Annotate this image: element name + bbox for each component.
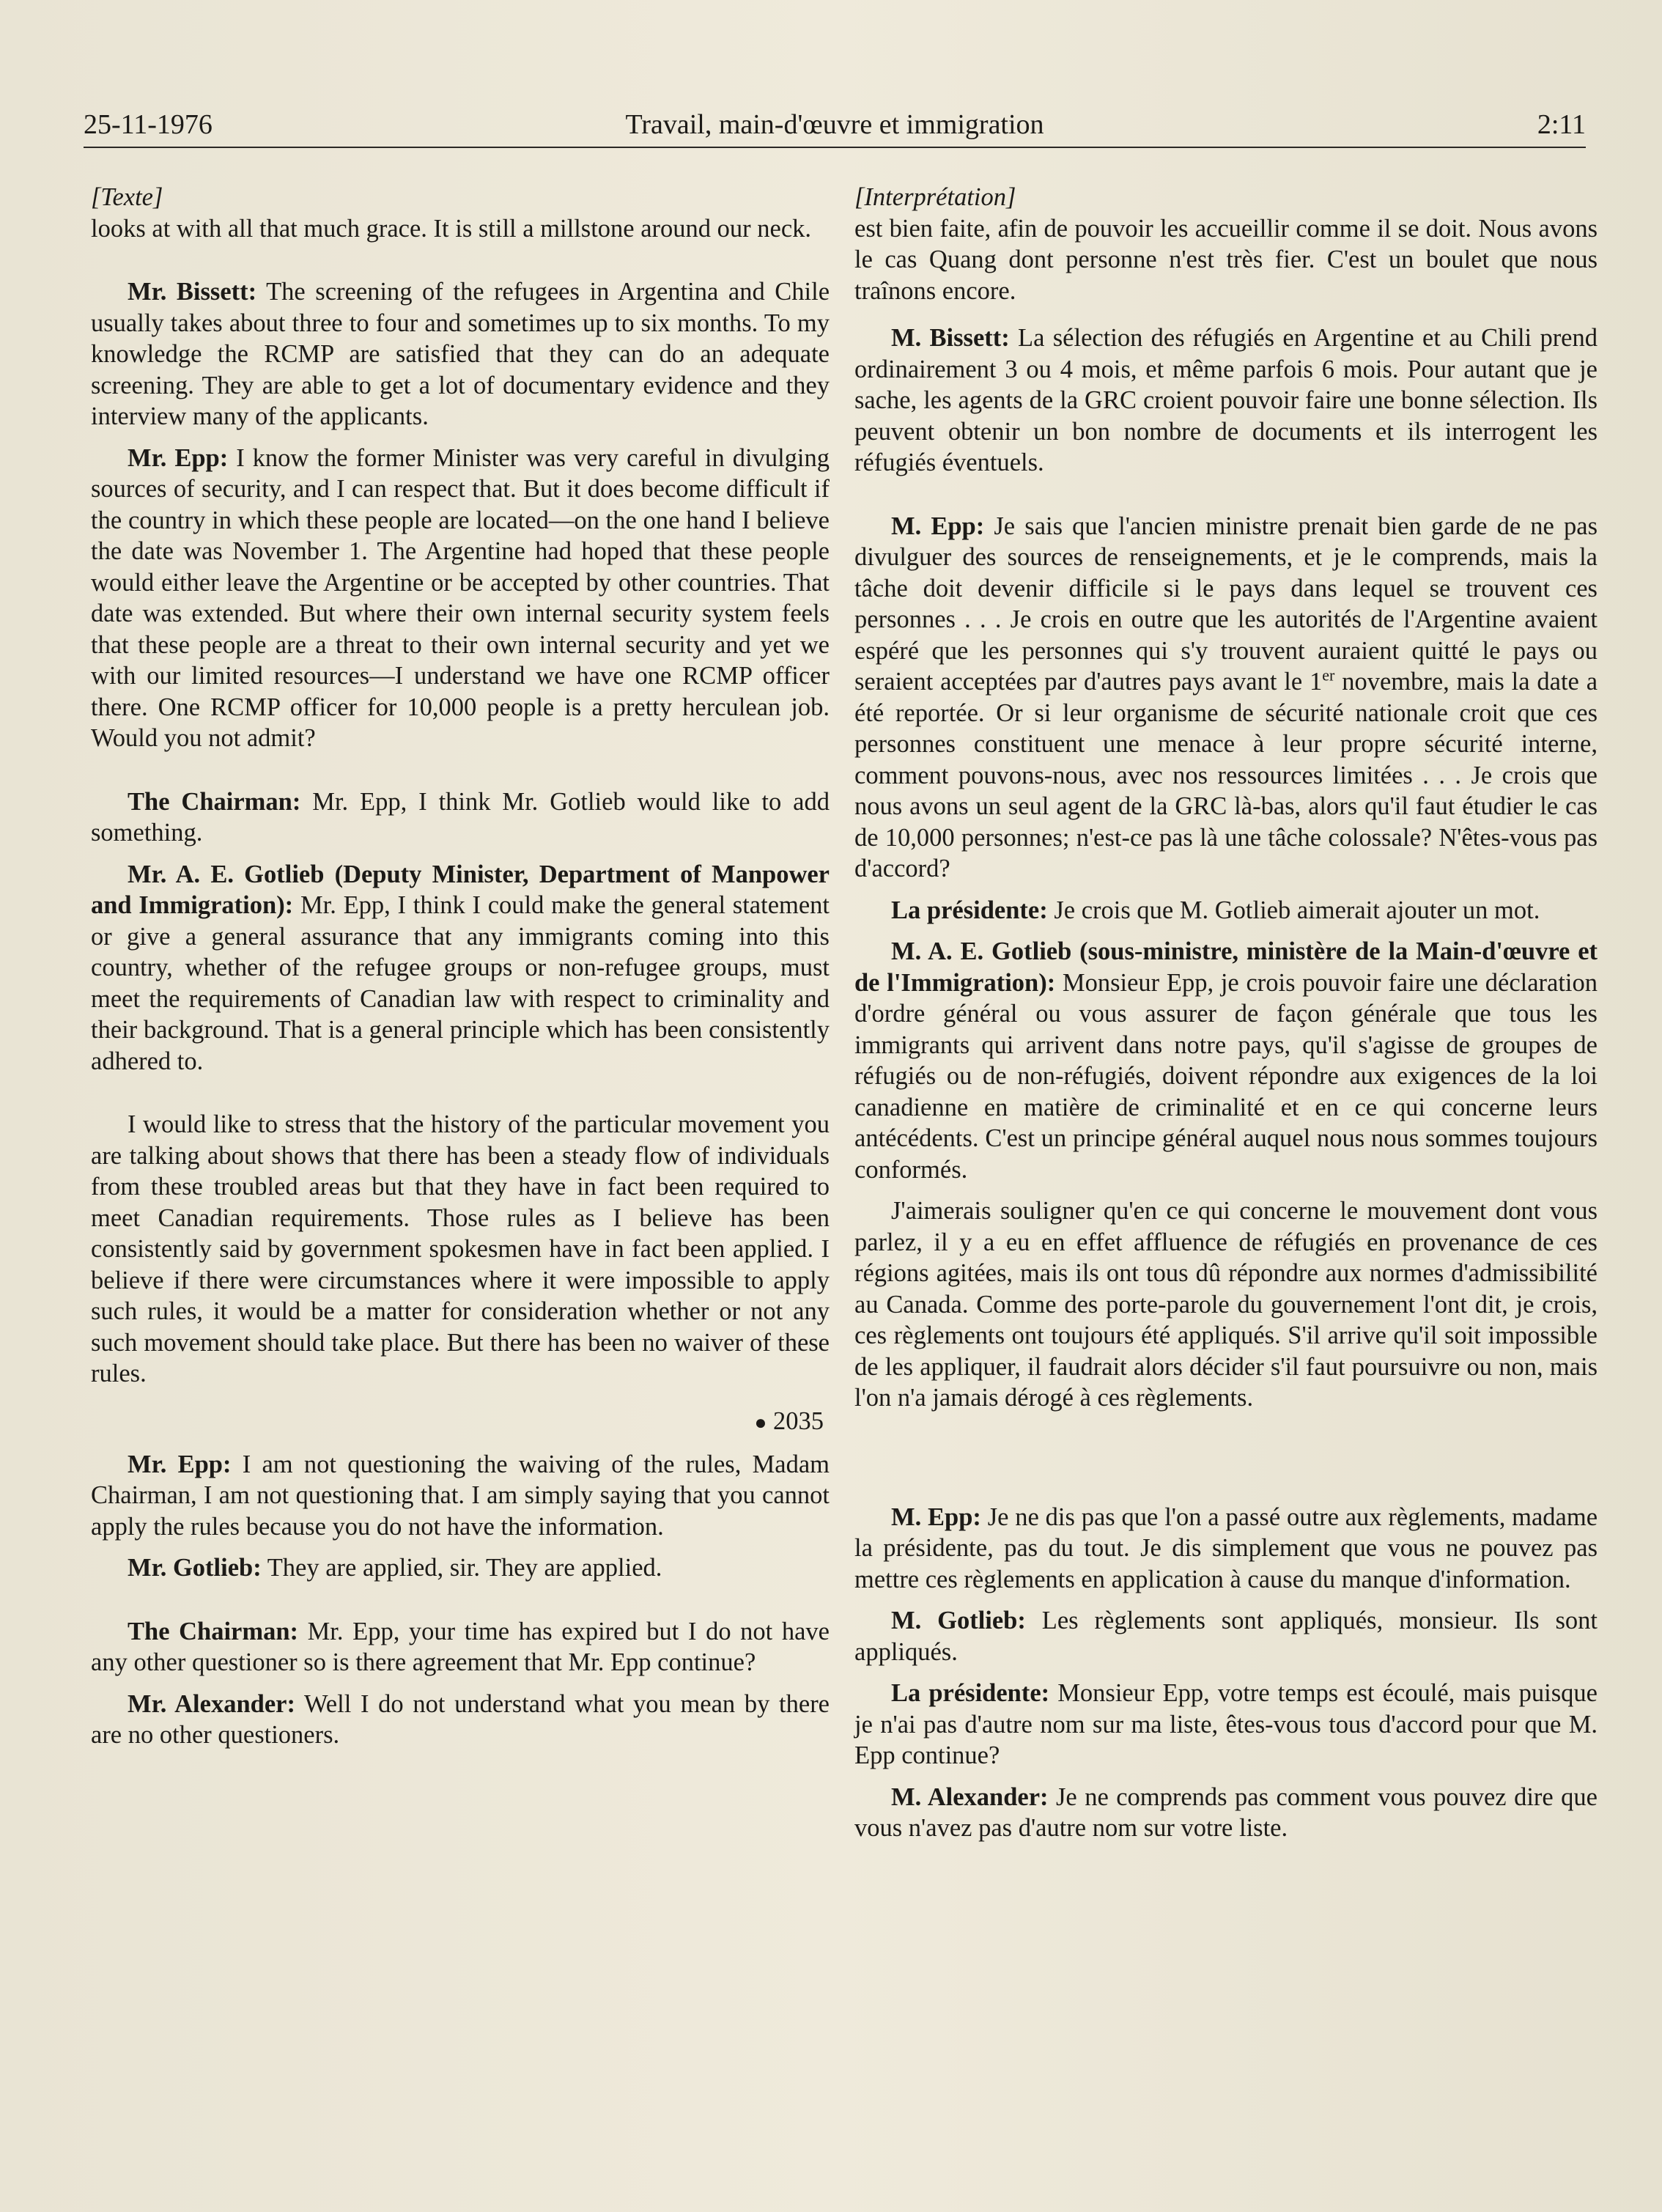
speaker-name: M. Epp:	[891, 512, 985, 540]
speech-text: I know the former Minister was very careful in divulging sources of security, and I can respect that. But it does become difficult if the country in which these people are located—on the one hand I believe the date was November 1. The Argentine had hoped that these people would either leave the Argentine or be accepted by other countries. That date was extended. But where their own internal security system feels that these people are a threat to their own internal security and yet we with our limited resources—I understand we have one RCMP officer there. One RCMP officer for 10,000 people is a pretty herculean job. Would you not admit?	[91, 443, 830, 752]
speech-text: Mr. Epp, I think Mr. Gotlieb would like to add something.	[91, 787, 830, 847]
speech-text: Je ne comprends pas comment vous pouvez dire que vous n'avez pas d'autre nom sur votre liste.	[854, 1782, 1598, 1842]
speech-paragraph	[91, 786, 830, 849]
speech-paragraph	[91, 1616, 830, 1678]
speaker-name: M. A. E. Gotlieb (sous-ministre, ministère de la Main-d'œuvre et de l'Immigration):	[854, 937, 1598, 997]
speech-text: Je sais que l'ancien ministre prenait bien garde de ne pas divulguer des sources de renseignements, et je le comprends, mais la tâche doit devenir difficile si le pays dans lequel se trouvent ces personnes . . . Je crois en outre que les autorités de l'Argentine avaient espéré que les personnes qui s'y trouvent auraient quitté le pays ou seraient acceptées par d'autres pays avant le 1	[854, 512, 1598, 696]
speech-text: novembre, mais la date a été reportée. Or si leur organisme de sécurité nationale croit que ces personnes constituent une menace à leur propre sécurité interne, comment pouvons-nous, avec nos ressources limitées . . . Je crois que nous avons un seul agent de la GRC là-bas, alors qu'il faut étudier le cas de 10,000 personnes; n'est-ce pas là une tâche colossale? N'êtes-vous pas d'accord?	[854, 668, 1598, 882]
paragraph: looks at with all that much grace. It is still a millstone around our neck.	[91, 214, 812, 243]
speaker-name: La présidente:	[891, 896, 1048, 924]
speech-text: Monsieur Epp, je crois pouvoir faire une déclaration d'ordre général ou vous assurer de façon générale que tous les immigrants qui arrivent dans notre pays, qu'il s'agisse de groupes de réfugiés ou de non-réfugiés, doivent répondre aux exigences de la loi canadienne en matière de criminalité et en ce qui concerne leurs antécédents. C'est un principe général auquel nous nous sommes toujours conformés.	[854, 968, 1598, 1184]
english-column	[91, 182, 830, 1751]
speech-paragraph	[91, 1552, 830, 1584]
speech-paragraph	[854, 1782, 1598, 1844]
section-label: [Interprétation]	[854, 183, 1016, 211]
speech-paragraph	[854, 1502, 1598, 1596]
speech-text: Well I do not understand what you mean by there are no other questioners.	[91, 1689, 830, 1750]
speaker-name: Mr. Epp:	[128, 443, 229, 472]
speech-text: La sélection des réfugiés en Argentine et au Chili prend ordinairement 3 ou 4 mois, et même parfois 6 mois. Pour autant que je sache, les agents de la GRC croient pouvoir faire une bonne sélection. Ils peuvent obtenir un bon nombre de documents et ils interrogent les réfugiés éventuels.	[854, 324, 1598, 476]
speaker-name: La présidente:	[891, 1679, 1050, 1707]
speech-paragraph	[854, 1678, 1598, 1772]
speaker-name: Mr. Epp:	[128, 1450, 232, 1478]
header-title: Travail, main-d'œuvre et immigration	[625, 109, 1044, 140]
speech-paragraph	[91, 443, 830, 754]
speech-text: Je ne dis pas que l'on a passé outre aux règlements, madame la présidente, pas du tout. Je dis simplement que vous ne pouvez pas mettre ces règlements en application à cause du manque d'information.	[854, 1503, 1598, 1593]
paragraph: est bien faite, afin de pouvoir les accueillir comme il se doit. Nous avons le cas Quang dont personne n'est très fier. C'est un boulet que nous traînons encore.	[854, 214, 1598, 305]
speech-text: I am not questioning the waiving of the rules, Madam Chairman, I am not questioning that. I am simply saying that you cannot apply the rules because you do not have the information.	[91, 1450, 830, 1541]
header-date: 25-11-1976	[84, 109, 213, 140]
speaker-name: Mr. Alexander:	[128, 1689, 295, 1718]
bullet-icon: ●	[754, 1411, 767, 1434]
speech-paragraph	[91, 276, 830, 432]
superscript: er	[1322, 666, 1335, 685]
speaker-name: M. Epp:	[891, 1503, 981, 1531]
speaker-name: Mr. Gotlieb:	[128, 1554, 262, 1582]
speaker-name: Mr. A. E. Gotlieb (Deputy Minister, Department of Manpower and Immigration):	[91, 860, 830, 919]
speaker-name: M. Alexander:	[891, 1782, 1049, 1811]
paragraph: I would like to stress that the history of the particular movement you are talking about shows that there has been a steady flow of individuals from these troubled areas but that they have in fact been required to meet Canadian requirements. Those rules as I believe has been consistently said by government spokesmen have in fact been applied. I believe if there were circumstances where it were impossible to apply such rules, it would be a matter for consideration whether or not any such movement should take place. But there has been no waiver of these rules.	[91, 1110, 830, 1387]
time-marker-number: 2035	[773, 1407, 824, 1435]
paragraph: J'aimerais souligner qu'en ce qui concerne le mouvement dont vous parlez, il y a eu en effet affluence de réfugiés en provenance de ces régions agitées, mais ils ont tous dû répondre aux normes d'admissibilité au Canada. Comme des porte-parole du gouvernement l'ont dit, je crois, ces règlements ont toujours été appliqués. S'il arrive qu'il soit impossible de les appliquer, il faudrait alors décider s'il faut poursuivre ou non, mais l'on n'a jamais dérogé à ces règlements.	[854, 1197, 1598, 1412]
header-page-number: 2:11	[1537, 109, 1586, 140]
speech-paragraph	[854, 322, 1598, 479]
speech-text: They are applied, sir. They are applied.	[261, 1554, 662, 1582]
time-marker	[91, 1406, 830, 1439]
page-header	[84, 103, 1586, 148]
speech-text: Monsieur Epp, votre temps est écoulé, mais puisque je n'ai pas d'autre nom sur ma liste, êtes-vous tous d'accord pour que M. Epp continue?	[854, 1679, 1598, 1769]
speech-paragraph	[91, 1689, 830, 1751]
speech-text: Je crois que M. Gotlieb aimerait ajouter un mot.	[1047, 896, 1540, 924]
speaker-name: M. Gotlieb:	[891, 1607, 1026, 1634]
speech-text: Mr. Epp, your time has expired but I do not have any other questioner so is there agreement that Mr. Epp continue?	[91, 1617, 830, 1677]
french-column	[854, 182, 1598, 1844]
speaker-name: The Chairman:	[128, 1617, 299, 1645]
speech-paragraph	[854, 895, 1598, 926]
speech-paragraph	[854, 936, 1598, 1185]
speech-text: The screening of the refugees in Argentina and Chile usually takes about three to four and sometimes up to six months. To my knowledge the RCMP are satisfied that they can do an adequate screening. They are able to get a lot of documentary evidence and they interview many of the applicants.	[91, 278, 830, 430]
speech-text: Mr. Epp, I think I could make the general statement or give a general assurance that any immigrants coming into this country, whether of the refugee groups or non-refugee groups, must meet the requirements of Canadian law with respect to criminality and their background. That is a general principle which has been consistently adhered to.	[91, 891, 830, 1075]
speaker-name: M. Bissett:	[891, 324, 1010, 352]
speech-paragraph	[854, 1605, 1598, 1667]
speech-paragraph	[91, 1449, 830, 1543]
speech-paragraph	[91, 859, 830, 1077]
speaker-name: Mr. Bissett:	[128, 278, 257, 306]
speech-text: Les règlements sont appliqués, monsieur. Ils sont appliqués.	[854, 1607, 1598, 1666]
section-label: [Texte]	[91, 183, 163, 211]
speech-paragraph	[854, 511, 1598, 885]
speaker-name: The Chairman:	[128, 787, 301, 816]
